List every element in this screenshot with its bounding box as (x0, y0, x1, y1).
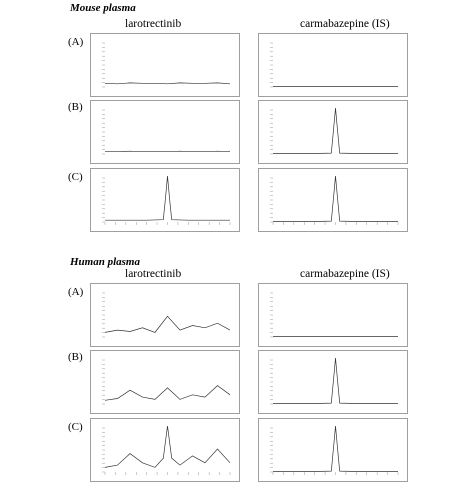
panel-frame (91, 284, 240, 347)
row-label-b: (B) (68, 101, 83, 113)
column-title-is: carmabazepine (IS) (300, 268, 390, 280)
chromatogram-panel (90, 100, 240, 164)
chromatogram-panel (90, 350, 240, 414)
chromatogram-panel (90, 168, 240, 232)
chromatogram-panel (258, 100, 408, 164)
panel-frame (91, 419, 240, 482)
section-title-human: Human plasma (70, 256, 140, 268)
panel-frame (259, 284, 408, 347)
panel-frame (259, 34, 408, 97)
section-title-mouse: Mouse plasma (70, 2, 136, 14)
chromatogram-panel (90, 33, 240, 97)
panel-frame (91, 351, 240, 414)
chromatogram-panel (258, 350, 408, 414)
row-label-c: (C) (68, 171, 83, 183)
chromatogram-panel (90, 283, 240, 347)
chromatogram-panel (258, 418, 408, 482)
column-title-larotrectinib: larotrectinib (125, 268, 182, 280)
chromatogram-panel (258, 168, 408, 232)
chromatogram-panel (90, 418, 240, 482)
chromatogram-panel (258, 283, 408, 347)
row-label-a: (A) (68, 286, 84, 298)
column-title-is: carmabazepine (IS) (300, 18, 390, 30)
row-label-b: (B) (68, 351, 83, 363)
row-label-c: (C) (68, 421, 83, 433)
panel-frame (91, 101, 240, 164)
row-label-a: (A) (68, 36, 84, 48)
column-title-larotrectinib: larotrectinib (125, 18, 182, 30)
chromatogram-panel (258, 33, 408, 97)
panel-frame (91, 34, 240, 97)
